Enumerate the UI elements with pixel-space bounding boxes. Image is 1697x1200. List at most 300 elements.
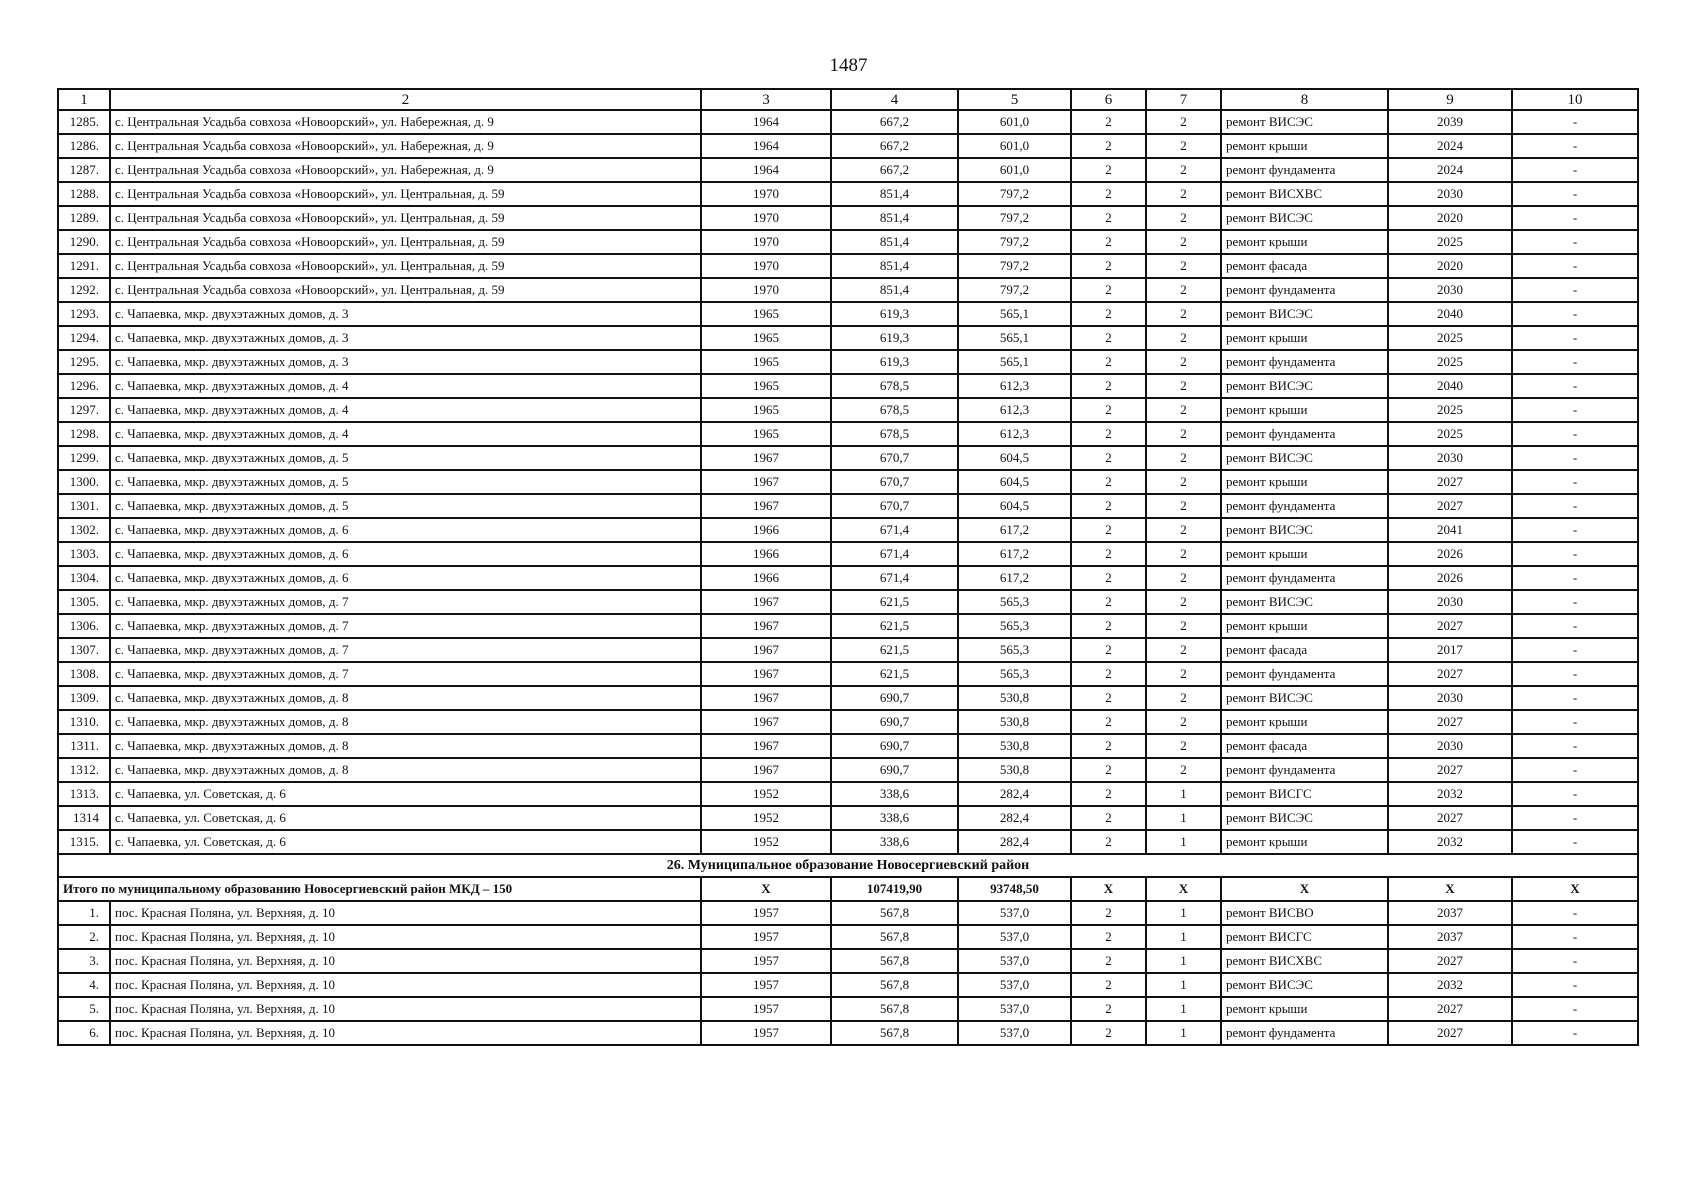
total-area-cell: 670,7 xyxy=(831,470,958,494)
address-cell: с. Чапаевка, мкр. двухэтажных домов, д. 3 xyxy=(110,350,701,374)
address-cell: пос. Красная Поляна, ул. Верхняя, д. 10 xyxy=(110,973,701,997)
floors-cell: 2 xyxy=(1071,949,1146,973)
column-number-cell: 2 xyxy=(110,89,701,110)
table-row xyxy=(58,326,1638,350)
table-row xyxy=(58,470,1638,494)
column-number-cell: 7 xyxy=(1146,89,1221,110)
col-10-cell: - xyxy=(1512,590,1638,614)
work-type-cell: ремонт ВИСХВС xyxy=(1221,949,1388,973)
col-10-cell: - xyxy=(1512,782,1638,806)
total-value-cell: X xyxy=(1071,877,1146,901)
table-row xyxy=(58,542,1638,566)
entrances-cell: 2 xyxy=(1146,614,1221,638)
table-row xyxy=(58,398,1638,422)
floors-cell: 2 xyxy=(1071,182,1146,206)
address-cell: с. Чапаевка, ул. Советская, д. 6 xyxy=(110,806,701,830)
total-area-cell: 851,4 xyxy=(831,182,958,206)
entrances-cell: 2 xyxy=(1146,398,1221,422)
living-area-cell: 565,1 xyxy=(958,302,1071,326)
table-row xyxy=(58,350,1638,374)
address-cell: с. Центральная Усадьба совхоза «Новоорский», ул. Набережная, д. 9 xyxy=(110,110,701,134)
entrances-cell: 2 xyxy=(1146,110,1221,134)
row-number-cell: 1285. xyxy=(58,110,110,134)
table-row xyxy=(58,806,1638,830)
column-number-cell: 4 xyxy=(831,89,958,110)
address-cell: пос. Красная Поляна, ул. Верхняя, д. 10 xyxy=(110,901,701,925)
work-type-cell: ремонт крыши xyxy=(1221,398,1388,422)
col-10-cell: - xyxy=(1512,446,1638,470)
col-10-cell: - xyxy=(1512,470,1638,494)
col-10-cell: - xyxy=(1512,182,1638,206)
work-type-cell: ремонт ВИСЭС xyxy=(1221,206,1388,230)
planned-year-cell: 2027 xyxy=(1388,949,1512,973)
address-cell: с. Центральная Усадьба совхоза «Новоорский», ул. Набережная, д. 9 xyxy=(110,134,701,158)
living-area-cell: 601,0 xyxy=(958,158,1071,182)
total-value-cell: X xyxy=(1146,877,1221,901)
col-10-cell: - xyxy=(1512,374,1638,398)
col-10-cell: - xyxy=(1512,230,1638,254)
col-10-cell: - xyxy=(1512,398,1638,422)
entrances-cell: 2 xyxy=(1146,518,1221,542)
work-type-cell: ремонт фундамента xyxy=(1221,662,1388,686)
address-cell: с. Чапаевка, мкр. двухэтажных домов, д. 3 xyxy=(110,302,701,326)
total-area-cell: 690,7 xyxy=(831,710,958,734)
planned-year-cell: 2027 xyxy=(1388,494,1512,518)
total-area-cell: 619,3 xyxy=(831,326,958,350)
total-area-cell: 567,8 xyxy=(831,973,958,997)
total-area-cell: 338,6 xyxy=(831,830,958,854)
total-area-cell: 667,2 xyxy=(831,134,958,158)
living-area-cell: 530,8 xyxy=(958,686,1071,710)
year-built-cell: 1967 xyxy=(701,614,831,638)
floors-cell: 2 xyxy=(1071,206,1146,230)
floors-cell: 2 xyxy=(1071,446,1146,470)
year-built-cell: 1965 xyxy=(701,374,831,398)
entrances-cell: 2 xyxy=(1146,566,1221,590)
entrances-cell: 2 xyxy=(1146,254,1221,278)
address-cell: с. Центральная Усадьба совхоза «Новоорский», ул. Центральная, д. 59 xyxy=(110,206,701,230)
entrances-cell: 1 xyxy=(1146,997,1221,1021)
planned-year-cell: 2025 xyxy=(1388,326,1512,350)
floors-cell: 2 xyxy=(1071,374,1146,398)
col-10-cell: - xyxy=(1512,278,1638,302)
col-10-cell: - xyxy=(1512,734,1638,758)
planned-year-cell: 2032 xyxy=(1388,830,1512,854)
living-area-cell: 797,2 xyxy=(958,182,1071,206)
table-row xyxy=(58,494,1638,518)
total-value-cell: 93748,50 xyxy=(958,877,1071,901)
planned-year-cell: 2025 xyxy=(1388,230,1512,254)
table-row xyxy=(58,134,1638,158)
column-number-cell: 6 xyxy=(1071,89,1146,110)
planned-year-cell: 2030 xyxy=(1388,446,1512,470)
year-built-cell: 1952 xyxy=(701,782,831,806)
table-row xyxy=(58,949,1638,973)
row-number-cell: 1314 xyxy=(58,806,110,830)
planned-year-cell: 2030 xyxy=(1388,590,1512,614)
housing-repair-table xyxy=(57,88,1639,1046)
total-area-cell: 667,2 xyxy=(831,158,958,182)
col-10-cell: - xyxy=(1512,422,1638,446)
floors-cell: 2 xyxy=(1071,110,1146,134)
floors-cell: 2 xyxy=(1071,494,1146,518)
year-built-cell: 1967 xyxy=(701,734,831,758)
col-10-cell: - xyxy=(1512,326,1638,350)
address-cell: с. Чапаевка, мкр. двухэтажных домов, д. 4 xyxy=(110,374,701,398)
table-row xyxy=(58,182,1638,206)
work-type-cell: ремонт крыши xyxy=(1221,997,1388,1021)
row-number-cell: 1304. xyxy=(58,566,110,590)
address-cell: с. Чапаевка, мкр. двухэтажных домов, д. 5 xyxy=(110,446,701,470)
address-cell: с. Чапаевка, мкр. двухэтажных домов, д. 7 xyxy=(110,638,701,662)
total-value-cell: X xyxy=(1221,877,1388,901)
work-type-cell: ремонт крыши xyxy=(1221,134,1388,158)
year-built-cell: 1964 xyxy=(701,110,831,134)
work-type-cell: ремонт ВИСЭС xyxy=(1221,110,1388,134)
year-built-cell: 1965 xyxy=(701,398,831,422)
year-built-cell: 1957 xyxy=(701,901,831,925)
total-area-cell: 567,8 xyxy=(831,925,958,949)
year-built-cell: 1970 xyxy=(701,206,831,230)
entrances-cell: 2 xyxy=(1146,374,1221,398)
living-area-cell: 612,3 xyxy=(958,398,1071,422)
work-type-cell: ремонт фундамента xyxy=(1221,494,1388,518)
table-row xyxy=(58,973,1638,997)
address-cell: с. Чапаевка, мкр. двухэтажных домов, д. 7 xyxy=(110,590,701,614)
row-number-cell: 1310. xyxy=(58,710,110,734)
table-row xyxy=(58,782,1638,806)
column-number-cell: 8 xyxy=(1221,89,1388,110)
living-area-cell: 565,3 xyxy=(958,614,1071,638)
planned-year-cell: 2037 xyxy=(1388,925,1512,949)
work-type-cell: ремонт ВИСХВС xyxy=(1221,182,1388,206)
planned-year-cell: 2030 xyxy=(1388,734,1512,758)
total-area-cell: 851,4 xyxy=(831,230,958,254)
col-10-cell: - xyxy=(1512,925,1638,949)
planned-year-cell: 2032 xyxy=(1388,973,1512,997)
living-area-cell: 617,2 xyxy=(958,518,1071,542)
floors-cell: 2 xyxy=(1071,830,1146,854)
floors-cell: 2 xyxy=(1071,997,1146,1021)
col-10-cell: - xyxy=(1512,110,1638,134)
year-built-cell: 1967 xyxy=(701,710,831,734)
table-row xyxy=(58,686,1638,710)
planned-year-cell: 2025 xyxy=(1388,422,1512,446)
address-cell: с. Чапаевка, мкр. двухэтажных домов, д. 4 xyxy=(110,422,701,446)
address-cell: с. Чапаевка, мкр. двухэтажных домов, д. 6 xyxy=(110,566,701,590)
planned-year-cell: 2026 xyxy=(1388,566,1512,590)
living-area-cell: 612,3 xyxy=(958,422,1071,446)
work-type-cell: ремонт ВИСЭС xyxy=(1221,973,1388,997)
row-number-cell: 1293. xyxy=(58,302,110,326)
address-cell: с. Чапаевка, мкр. двухэтажных домов, д. 6 xyxy=(110,518,701,542)
year-built-cell: 1965 xyxy=(701,302,831,326)
work-type-cell: ремонт ВИСЭС xyxy=(1221,302,1388,326)
living-area-cell: 565,1 xyxy=(958,350,1071,374)
living-area-cell: 797,2 xyxy=(958,278,1071,302)
col-10-cell: - xyxy=(1512,997,1638,1021)
planned-year-cell: 2030 xyxy=(1388,182,1512,206)
table-row xyxy=(58,710,1638,734)
year-built-cell: 1970 xyxy=(701,230,831,254)
page-number: 1487 xyxy=(829,55,868,76)
entrances-cell: 2 xyxy=(1146,206,1221,230)
year-built-cell: 1957 xyxy=(701,1021,831,1045)
living-area-cell: 601,0 xyxy=(958,110,1071,134)
work-type-cell: ремонт крыши xyxy=(1221,326,1388,350)
table-row xyxy=(58,997,1638,1021)
address-cell: с. Центральная Усадьба совхоза «Новоорский», ул. Центральная, д. 59 xyxy=(110,278,701,302)
planned-year-cell: 2027 xyxy=(1388,758,1512,782)
row-number-cell: 1292. xyxy=(58,278,110,302)
living-area-cell: 617,2 xyxy=(958,566,1071,590)
table-body xyxy=(58,89,1638,1045)
year-built-cell: 1965 xyxy=(701,422,831,446)
floors-cell: 2 xyxy=(1071,542,1146,566)
row-number-cell: 1308. xyxy=(58,662,110,686)
total-value-cell: X xyxy=(1388,877,1512,901)
row-number-cell: 1297. xyxy=(58,398,110,422)
floors-cell: 2 xyxy=(1071,134,1146,158)
work-type-cell: ремонт фасада xyxy=(1221,254,1388,278)
floors-cell: 2 xyxy=(1071,782,1146,806)
row-number-cell: 1287. xyxy=(58,158,110,182)
living-area-cell: 282,4 xyxy=(958,806,1071,830)
row-number-cell: 1288. xyxy=(58,182,110,206)
year-built-cell: 1965 xyxy=(701,326,831,350)
address-cell: с. Чапаевка, мкр. двухэтажных домов, д. 8 xyxy=(110,734,701,758)
col-10-cell: - xyxy=(1512,806,1638,830)
row-number-cell: 1290. xyxy=(58,230,110,254)
table-row xyxy=(58,278,1638,302)
col-10-cell: - xyxy=(1512,638,1638,662)
living-area-cell: 612,3 xyxy=(958,374,1071,398)
planned-year-cell: 2041 xyxy=(1388,518,1512,542)
col-10-cell: - xyxy=(1512,1021,1638,1045)
floors-cell: 2 xyxy=(1071,518,1146,542)
planned-year-cell: 2027 xyxy=(1388,710,1512,734)
entrances-cell: 1 xyxy=(1146,1021,1221,1045)
entrances-cell: 1 xyxy=(1146,806,1221,830)
work-type-cell: ремонт фундамента xyxy=(1221,350,1388,374)
floors-cell: 2 xyxy=(1071,398,1146,422)
address-cell: с. Центральная Усадьба совхоза «Новоорский», ул. Центральная, д. 59 xyxy=(110,182,701,206)
year-built-cell: 1957 xyxy=(701,973,831,997)
table-row xyxy=(58,422,1638,446)
address-cell: с. Чапаевка, ул. Советская, д. 6 xyxy=(110,830,701,854)
year-built-cell: 1964 xyxy=(701,158,831,182)
entrances-cell: 2 xyxy=(1146,494,1221,518)
col-10-cell: - xyxy=(1512,302,1638,326)
row-number-cell: 1286. xyxy=(58,134,110,158)
col-10-cell: - xyxy=(1512,566,1638,590)
column-number-cell: 1 xyxy=(58,89,110,110)
col-10-cell: - xyxy=(1512,830,1638,854)
planned-year-cell: 2017 xyxy=(1388,638,1512,662)
row-number-cell: 1311. xyxy=(58,734,110,758)
row-number-cell: 1307. xyxy=(58,638,110,662)
row-number-cell: 5. xyxy=(58,997,110,1021)
work-type-cell: ремонт крыши xyxy=(1221,542,1388,566)
column-number-cell: 3 xyxy=(701,89,831,110)
address-cell: с. Центральная Усадьба совхоза «Новоорский», ул. Центральная, д. 59 xyxy=(110,230,701,254)
planned-year-cell: 2026 xyxy=(1388,542,1512,566)
year-built-cell: 1967 xyxy=(701,758,831,782)
total-area-cell: 671,4 xyxy=(831,542,958,566)
table-row xyxy=(58,158,1638,182)
total-area-cell: 851,4 xyxy=(831,206,958,230)
total-area-cell: 678,5 xyxy=(831,398,958,422)
entrances-cell: 2 xyxy=(1146,638,1221,662)
planned-year-cell: 2020 xyxy=(1388,254,1512,278)
section-heading-row xyxy=(58,854,1638,877)
column-number-header-row xyxy=(58,89,1638,110)
address-cell: с. Чапаевка, мкр. двухэтажных домов, д. 7 xyxy=(110,662,701,686)
row-number-cell: 1305. xyxy=(58,590,110,614)
entrances-cell: 2 xyxy=(1146,230,1221,254)
year-built-cell: 1966 xyxy=(701,542,831,566)
address-cell: с. Чапаевка, мкр. двухэтажных домов, д. 3 xyxy=(110,326,701,350)
floors-cell: 2 xyxy=(1071,662,1146,686)
year-built-cell: 1967 xyxy=(701,638,831,662)
work-type-cell: ремонт крыши xyxy=(1221,710,1388,734)
row-number-cell: 1300. xyxy=(58,470,110,494)
floors-cell: 2 xyxy=(1071,422,1146,446)
table-row xyxy=(58,758,1638,782)
address-cell: пос. Красная Поляна, ул. Верхняя, д. 10 xyxy=(110,949,701,973)
row-number-cell: 1312. xyxy=(58,758,110,782)
living-area-cell: 537,0 xyxy=(958,925,1071,949)
total-area-cell: 619,3 xyxy=(831,350,958,374)
col-10-cell: - xyxy=(1512,973,1638,997)
work-type-cell: ремонт фундамента xyxy=(1221,158,1388,182)
total-area-cell: 670,7 xyxy=(831,446,958,470)
col-10-cell: - xyxy=(1512,758,1638,782)
table-row xyxy=(58,302,1638,326)
living-area-cell: 617,2 xyxy=(958,542,1071,566)
planned-year-cell: 2027 xyxy=(1388,806,1512,830)
planned-year-cell: 2024 xyxy=(1388,158,1512,182)
floors-cell: 2 xyxy=(1071,710,1146,734)
entrances-cell: 2 xyxy=(1146,422,1221,446)
address-cell: с. Чапаевка, мкр. двухэтажных домов, д. 8 xyxy=(110,710,701,734)
living-area-cell: 537,0 xyxy=(958,973,1071,997)
floors-cell: 2 xyxy=(1071,806,1146,830)
col-10-cell: - xyxy=(1512,254,1638,278)
address-cell: с. Чапаевка, мкр. двухэтажных домов, д. 5 xyxy=(110,470,701,494)
total-area-cell: 567,8 xyxy=(831,1021,958,1045)
floors-cell: 2 xyxy=(1071,278,1146,302)
living-area-cell: 282,4 xyxy=(958,782,1071,806)
living-area-cell: 604,5 xyxy=(958,494,1071,518)
work-type-cell: ремонт фундамента xyxy=(1221,566,1388,590)
year-built-cell: 1970 xyxy=(701,182,831,206)
row-number-cell: 1296. xyxy=(58,374,110,398)
planned-year-cell: 2030 xyxy=(1388,278,1512,302)
work-type-cell: ремонт фундамента xyxy=(1221,1021,1388,1045)
address-cell: с. Чапаевка, ул. Советская, д. 6 xyxy=(110,782,701,806)
row-number-cell: 4. xyxy=(58,973,110,997)
entrances-cell: 2 xyxy=(1146,710,1221,734)
address-cell: с. Центральная Усадьба совхоза «Новоорский», ул. Центральная, д. 59 xyxy=(110,254,701,278)
entrances-cell: 2 xyxy=(1146,542,1221,566)
col-10-cell: - xyxy=(1512,542,1638,566)
work-type-cell: ремонт фасада xyxy=(1221,734,1388,758)
year-built-cell: 1966 xyxy=(701,566,831,590)
total-area-cell: 338,6 xyxy=(831,806,958,830)
entrances-cell: 2 xyxy=(1146,350,1221,374)
planned-year-cell: 2024 xyxy=(1388,134,1512,158)
entrances-cell: 2 xyxy=(1146,758,1221,782)
work-type-cell: ремонт фундамента xyxy=(1221,278,1388,302)
total-area-cell: 671,4 xyxy=(831,518,958,542)
year-built-cell: 1952 xyxy=(701,806,831,830)
row-number-cell: 1294. xyxy=(58,326,110,350)
floors-cell: 2 xyxy=(1071,686,1146,710)
entrances-cell: 2 xyxy=(1146,158,1221,182)
col-10-cell: - xyxy=(1512,614,1638,638)
floors-cell: 2 xyxy=(1071,326,1146,350)
year-built-cell: 1967 xyxy=(701,686,831,710)
total-area-cell: 851,4 xyxy=(831,278,958,302)
row-number-cell: 1. xyxy=(58,901,110,925)
entrances-cell: 2 xyxy=(1146,278,1221,302)
work-type-cell: ремонт ВИСЭС xyxy=(1221,590,1388,614)
floors-cell: 2 xyxy=(1071,901,1146,925)
living-area-cell: 797,2 xyxy=(958,206,1071,230)
row-number-cell: 1291. xyxy=(58,254,110,278)
column-number-cell: 10 xyxy=(1512,89,1638,110)
entrances-cell: 2 xyxy=(1146,686,1221,710)
planned-year-cell: 2027 xyxy=(1388,1021,1512,1045)
year-built-cell: 1967 xyxy=(701,446,831,470)
table-row xyxy=(58,110,1638,134)
address-cell: пос. Красная Поляна, ул. Верхняя, д. 10 xyxy=(110,925,701,949)
planned-year-cell: 2037 xyxy=(1388,901,1512,925)
entrances-cell: 2 xyxy=(1146,734,1221,758)
planned-year-cell: 2027 xyxy=(1388,470,1512,494)
table-row xyxy=(58,1021,1638,1045)
year-built-cell: 1967 xyxy=(701,494,831,518)
col-10-cell: - xyxy=(1512,518,1638,542)
table-row xyxy=(58,830,1638,854)
entrances-cell: 1 xyxy=(1146,949,1221,973)
table-row xyxy=(58,254,1638,278)
table-row xyxy=(58,374,1638,398)
work-type-cell: ремонт фундамента xyxy=(1221,758,1388,782)
entrances-cell: 1 xyxy=(1146,901,1221,925)
total-area-cell: 690,7 xyxy=(831,758,958,782)
work-type-cell: ремонт крыши xyxy=(1221,830,1388,854)
total-area-cell: 621,5 xyxy=(831,590,958,614)
living-area-cell: 537,0 xyxy=(958,949,1071,973)
total-area-cell: 567,8 xyxy=(831,997,958,1021)
table-row xyxy=(58,638,1638,662)
year-built-cell: 1957 xyxy=(701,925,831,949)
entrances-cell: 2 xyxy=(1146,326,1221,350)
work-type-cell: ремонт крыши xyxy=(1221,470,1388,494)
address-cell: пос. Красная Поляна, ул. Верхняя, д. 10 xyxy=(110,997,701,1021)
living-area-cell: 604,5 xyxy=(958,470,1071,494)
floors-cell: 2 xyxy=(1071,638,1146,662)
year-built-cell: 1970 xyxy=(701,254,831,278)
table-row xyxy=(58,590,1638,614)
column-number-cell: 5 xyxy=(958,89,1071,110)
floors-cell: 2 xyxy=(1071,254,1146,278)
floors-cell: 2 xyxy=(1071,230,1146,254)
total-value-cell: X xyxy=(701,877,831,901)
total-area-cell: 567,8 xyxy=(831,901,958,925)
